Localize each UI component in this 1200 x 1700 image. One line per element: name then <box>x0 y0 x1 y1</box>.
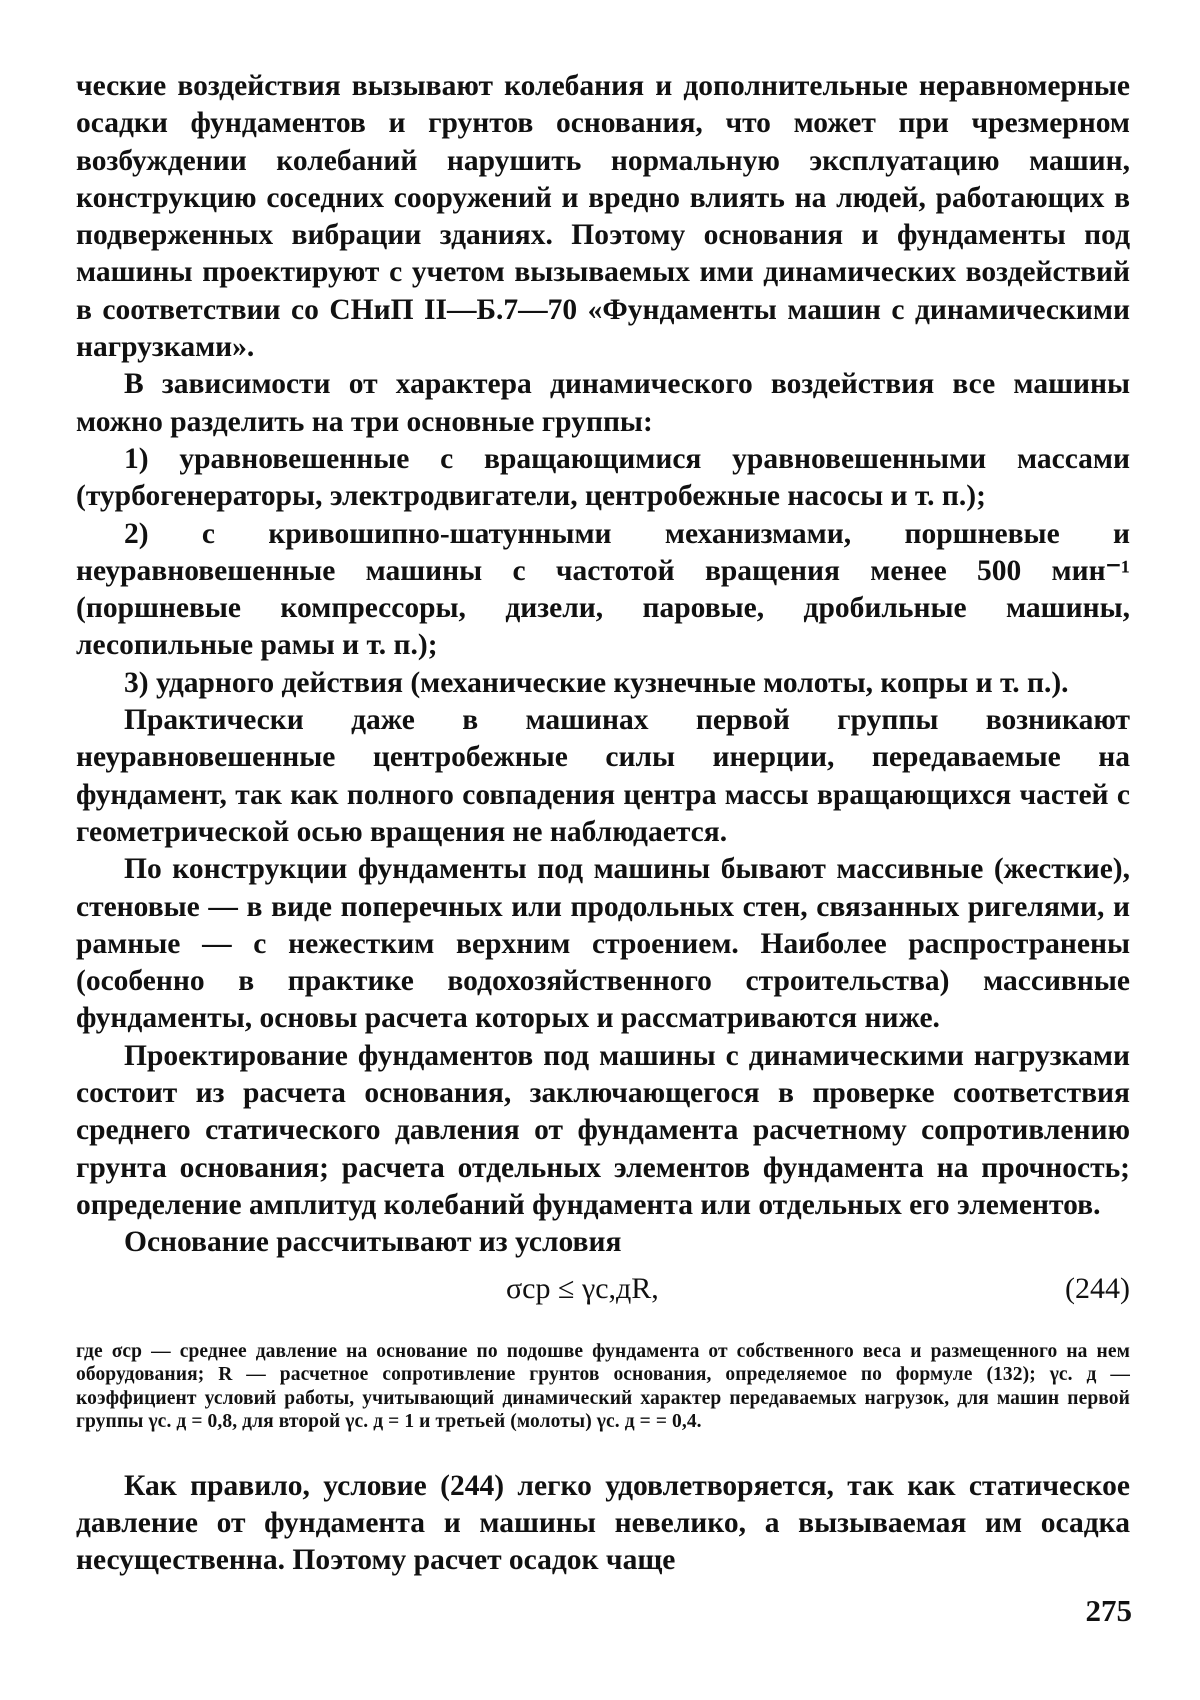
list-item-group-2: 2) с кривошипно-шатунными механизмами, поршневые и неуравновешенные машины с частотой вращения менее 500 мин⁻¹ (поршневые компрессоры, дизели, паровые, дробильные машины, лесопильные рамы и т. п.); <box>76 517 1130 662</box>
paragraph-foundation-types: По конструкции фундаменты под машины бывают массивные (жесткие), стеновые — в виде поперечных или продольных стен, связанных ригелями, и рамные — с нежестким верхним строением. Наиболее распространены (особенно в практике водохозяйственного строительства) массивные фундаменты, основы расчета которых и рассматриваются ниже. <box>76 853 1130 1035</box>
paragraph-dynamic-effects: ческие воздействия вызывают колебания и дополнительные неравномерные осадки фундаментов и грунтов основания, что может при чрезмерном возбуждении колебаний нарушить нормальную эксплуатацию машин, конструкцию соседних сооружений и вредно влиять на людей, работающих в подверженных вибрации зданиях. Поэтому основания и фундаменты под машины проектируют с учетом вызываемых ими динамических воздействий в соответствии со СНиП II—Б.7—70 «Фундаменты машин с динамическими нагрузками». <box>76 70 1130 364</box>
paragraph-design-procedure: Проектирование фундаментов под машины с динамическими нагрузками состоит из расчета основания, заключающегося в проверке соответствия среднего статического давления от фундамента расчетному сопротивлению грунта основания; расчета отдельных элементов фундамента на прочность; определение амплитуд колебаний фундамента или отдельных его элементов. <box>76 1039 1130 1221</box>
closing-text <box>76 1468 1130 1580</box>
formula-row <box>76 1268 1130 1318</box>
main-text <box>76 68 1130 1262</box>
paragraph-centrifugal-forces: Практически даже в машинах первой группы возникают неуравновешенные центробежные силы инерции, передаваемые на фундамент, так как полного совпадения центра массы вращающихся частей с геометрической осью вращения не наблюдается. <box>76 704 1130 848</box>
paragraph-machine-groups: В зависимости от характера динамического воздействия все машины можно разделить на три основные группы: <box>76 368 1130 438</box>
list-item-group-3: 3) ударного действия (механические кузнечные молоты, копры и т. п.). <box>124 666 1069 699</box>
list-item-group-1: 1) уравновешенные с вращающимися уравновешенными массами (турбогенераторы, электродвигатели, центробежные насосы и т. п.); <box>76 442 1130 513</box>
paragraph-settlement: Как правило, условие (244) легко удовлетворяется, так как статическое давление от фундамента и машины невелико, а вызываемая им осадка несущественна. Поэтому расчет осадок чаще <box>76 1469 1130 1577</box>
page-number: 275 <box>1085 1593 1132 1628</box>
formula-explanation-note: где σср — среднее давление на основание по подошве фундамента от собственного веса и размещенного на нем оборудования; R — расчетное сопротивление грунтов основания, определяемое по формуле (132); γс. д — коэффициент условий работы, учитывающий динамический характер передаваемых нагрузок, для машин первой группы γс. д = 0,8, для второй γс. д = 1 и третьей (молоты) γс. д = = 0,4. <box>76 1340 1130 1432</box>
formula: σср ≤ γс,дR, <box>506 1271 659 1305</box>
paragraph-base-condition: Основание рассчитывают из условия <box>124 1226 622 1259</box>
formula-number: (244) <box>1065 1271 1130 1305</box>
